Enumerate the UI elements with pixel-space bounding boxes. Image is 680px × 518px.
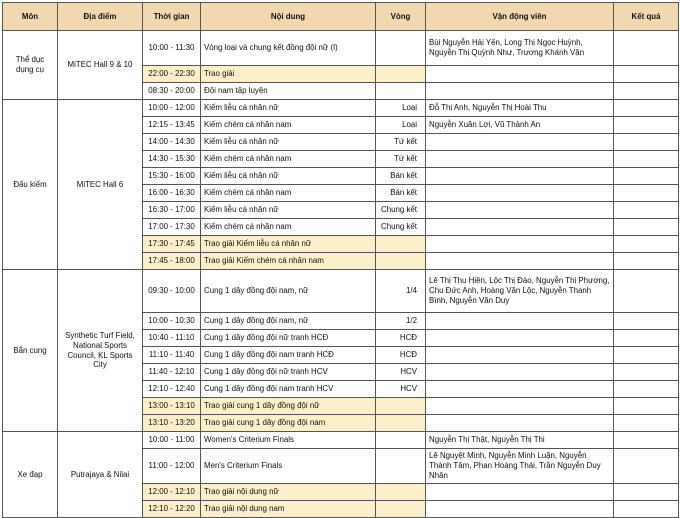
round-cell: HCĐ [376,347,426,364]
table-row [3,31,679,66]
round-cell: Chung kết [376,202,426,219]
athletes-cell [426,347,614,364]
result-cell [614,66,679,83]
time-cell: 12:10 - 12:20 [143,501,201,518]
athletes-cell: Đỗ Thị Anh, Nguyễn Thị Hoài Thu [426,100,614,117]
round-cell [376,432,426,449]
round-cell: Tứ kết [376,134,426,151]
time-cell: 17:45 - 18:00 [143,253,201,270]
athletes-cell: Lê Thị Thu Hiền, Lộc Thị Đào, Nguyễn Thị Phương, Chu Đức Anh, Hoàng Văn Lộc, Nguyễn Thanh Bình, Nguyễn Văn Duy [426,270,614,313]
event-cell: Kiếm liễu cá nhân nữ [201,134,376,151]
round-cell [376,83,426,100]
time-cell: 08:30 - 20:00 [143,83,201,100]
event-cell: Trao giải cung 1 dây đồng đội nữ [201,398,376,415]
athletes-cell [426,219,614,236]
header-ket-qua: Kết quả [614,3,679,31]
event-cell: Trao giải nội dung nữ [201,484,376,501]
time-cell: 13:10 - 13:20 [143,415,201,432]
header-vong: Vòng [376,3,426,31]
time-cell: 14:30 - 15:30 [143,151,201,168]
event-cell: Men's Criterium Finals [201,449,376,484]
result-cell [614,134,679,151]
event-cell: Cung 1 dây đồng đội nữ tranh HCV [201,364,376,381]
time-cell: 14:00 - 14:30 [143,134,201,151]
athletes-cell [426,484,614,501]
athletes-cell [426,134,614,151]
round-cell [376,501,426,518]
result-cell [614,185,679,202]
time-cell: 12:15 - 13:45 [143,117,201,134]
time-cell: 22:00 - 22:30 [143,66,201,83]
header-row [3,3,679,31]
event-cell: Trao giải Kiếm chém cá nhân nam [201,253,376,270]
round-cell [376,415,426,432]
venue-cell: MiTEC Hall 6 [58,100,143,270]
result-cell [614,347,679,364]
round-cell: HCV [376,381,426,398]
event-cell: Kiếm liễu cá nhân nữ [201,202,376,219]
result-cell [614,313,679,330]
athletes-cell [426,398,614,415]
table-row [3,100,679,117]
result-cell [614,219,679,236]
result-cell [614,151,679,168]
sport-cell: Thể dục dụng cụ [3,31,58,100]
header-thoi-gian: Thời gian [143,3,201,31]
result-cell [614,168,679,185]
athletes-cell [426,415,614,432]
event-cell: Trao giải Kiếm liễu cá nhân nữ [201,236,376,253]
event-cell: Đội nam tập luyện [201,83,376,100]
athletes-cell [426,253,614,270]
round-cell: Loại [376,100,426,117]
schedule-table [2,2,679,518]
athletes-cell [426,381,614,398]
result-cell [614,364,679,381]
round-cell: Bán kết [376,168,426,185]
athletes-cell: Bùi Nguyễn Hải Yến, Long Thị Ngọc Huỳnh, Nguyễn Thị Quỳnh Như, Trương Khánh Vân [426,31,614,66]
event-cell: Kiếm chém cá nhân nam [201,185,376,202]
result-cell [614,253,679,270]
time-cell: 09:30 - 10:00 [143,270,201,313]
time-cell: 17:00 - 17:30 [143,219,201,236]
round-cell: Chung kết [376,219,426,236]
result-cell [614,381,679,398]
round-cell [376,31,426,66]
time-cell: 12:00 - 12:10 [143,484,201,501]
round-cell: 1/2 [376,313,426,330]
header-noi-dung: Nội dung [201,3,376,31]
result-cell [614,236,679,253]
event-cell: Vòng loại và chung kết đồng đội nữ (I) [201,31,376,66]
athletes-cell: Nguyễn Thị Thật, Nguyễn Thị Thi [426,432,614,449]
time-cell: 12:10 - 12:40 [143,381,201,398]
athletes-cell [426,151,614,168]
sport-cell: Bắn cung [3,270,58,432]
result-cell [614,501,679,518]
header-dia-diem: Địa điểm [58,3,143,31]
round-cell: HCV [376,364,426,381]
event-cell: Cung 1 dây đồng đội nam tranh HCĐ [201,347,376,364]
result-cell [614,117,679,134]
athletes-cell [426,66,614,83]
round-cell: Loại [376,117,426,134]
event-cell: Kiếm chém cá nhân nam [201,151,376,168]
result-cell [614,31,679,66]
event-cell: Cung 1 dây đồng đội nam, nữ [201,270,376,313]
round-cell [376,66,426,83]
athletes-cell [426,202,614,219]
time-cell: 16:00 - 16:30 [143,185,201,202]
header-mon: Môn [3,3,58,31]
sport-cell: Xe đạp [3,432,58,518]
result-cell [614,398,679,415]
result-cell [614,83,679,100]
result-cell [614,449,679,484]
venue-cell: Synthetic Turf Field, National Sports Council, KL Sports City [58,270,143,432]
table-row [3,270,679,313]
round-cell: HCĐ [376,330,426,347]
event-cell: Women's Criterium Finals [201,432,376,449]
time-cell: 11:10 - 11:40 [143,347,201,364]
time-cell: 10:40 - 11:10 [143,330,201,347]
time-cell: 16:30 - 17:00 [143,202,201,219]
athletes-cell [426,236,614,253]
event-cell: Trao giải cung 1 dây đồng đội nam [201,415,376,432]
athletes-cell [426,501,614,518]
result-cell [614,432,679,449]
event-cell: Kiếm chém cá nhân nam [201,219,376,236]
event-cell: Cung 1 dây đồng đội nữ tranh HCĐ [201,330,376,347]
time-cell: 10:00 - 12:00 [143,100,201,117]
athletes-cell [426,185,614,202]
event-cell: Cung 1 dây đồng đội nam, nữ [201,313,376,330]
result-cell [614,202,679,219]
sport-cell: Đấu kiếm [3,100,58,270]
time-cell: 11:40 - 12:10 [143,364,201,381]
venue-cell: Putrajaya & Nilai [58,432,143,518]
athletes-cell [426,168,614,185]
event-cell: Cung 1 dây đồng đội nam tranh HCV [201,381,376,398]
round-cell [376,484,426,501]
time-cell: 10:00 - 10:30 [143,313,201,330]
result-cell [614,484,679,501]
round-cell: 1/4 [376,270,426,313]
athletes-cell: Nguyễn Xuân Lợi, Vũ Thành An [426,117,614,134]
time-cell: 17:30 - 17:45 [143,236,201,253]
round-cell [376,398,426,415]
result-cell [614,330,679,347]
athletes-cell [426,330,614,347]
venue-cell: MiTEC Hall 9 & 10 [58,31,143,100]
result-cell [614,415,679,432]
result-cell [614,100,679,117]
athletes-cell [426,313,614,330]
result-cell [614,270,679,313]
event-cell: Kiếm chém cá nhân nam [201,117,376,134]
athletes-cell [426,83,614,100]
round-cell: Tứ kết [376,151,426,168]
round-cell [376,236,426,253]
header-van-dong-vien: Vận động viên [426,3,614,31]
round-cell [376,253,426,270]
time-cell: 15:30 - 16:00 [143,168,201,185]
event-cell: Kiếm liễu cá nhân nữ [201,168,376,185]
time-cell: 11:00 - 12:00 [143,449,201,484]
athletes-cell: Lê Nguyệt Minh, Nguyễn Minh Luận, Nguyễn Thành Tâm, Phan Hoàng Thái, Trần Nguyễn Duy Nhân [426,449,614,484]
time-cell: 13:00 - 13:10 [143,398,201,415]
round-cell [376,449,426,484]
schedule-body [3,31,679,518]
table-row [3,432,679,449]
event-cell: Kiếm liễu cá nhân nữ [201,100,376,117]
event-cell: Trao giải [201,66,376,83]
event-cell: Trao giải nội dung nam [201,501,376,518]
time-cell: 10:00 - 11:30 [143,31,201,66]
athletes-cell [426,364,614,381]
time-cell: 10:00 - 11:00 [143,432,201,449]
round-cell: Bán kết [376,185,426,202]
